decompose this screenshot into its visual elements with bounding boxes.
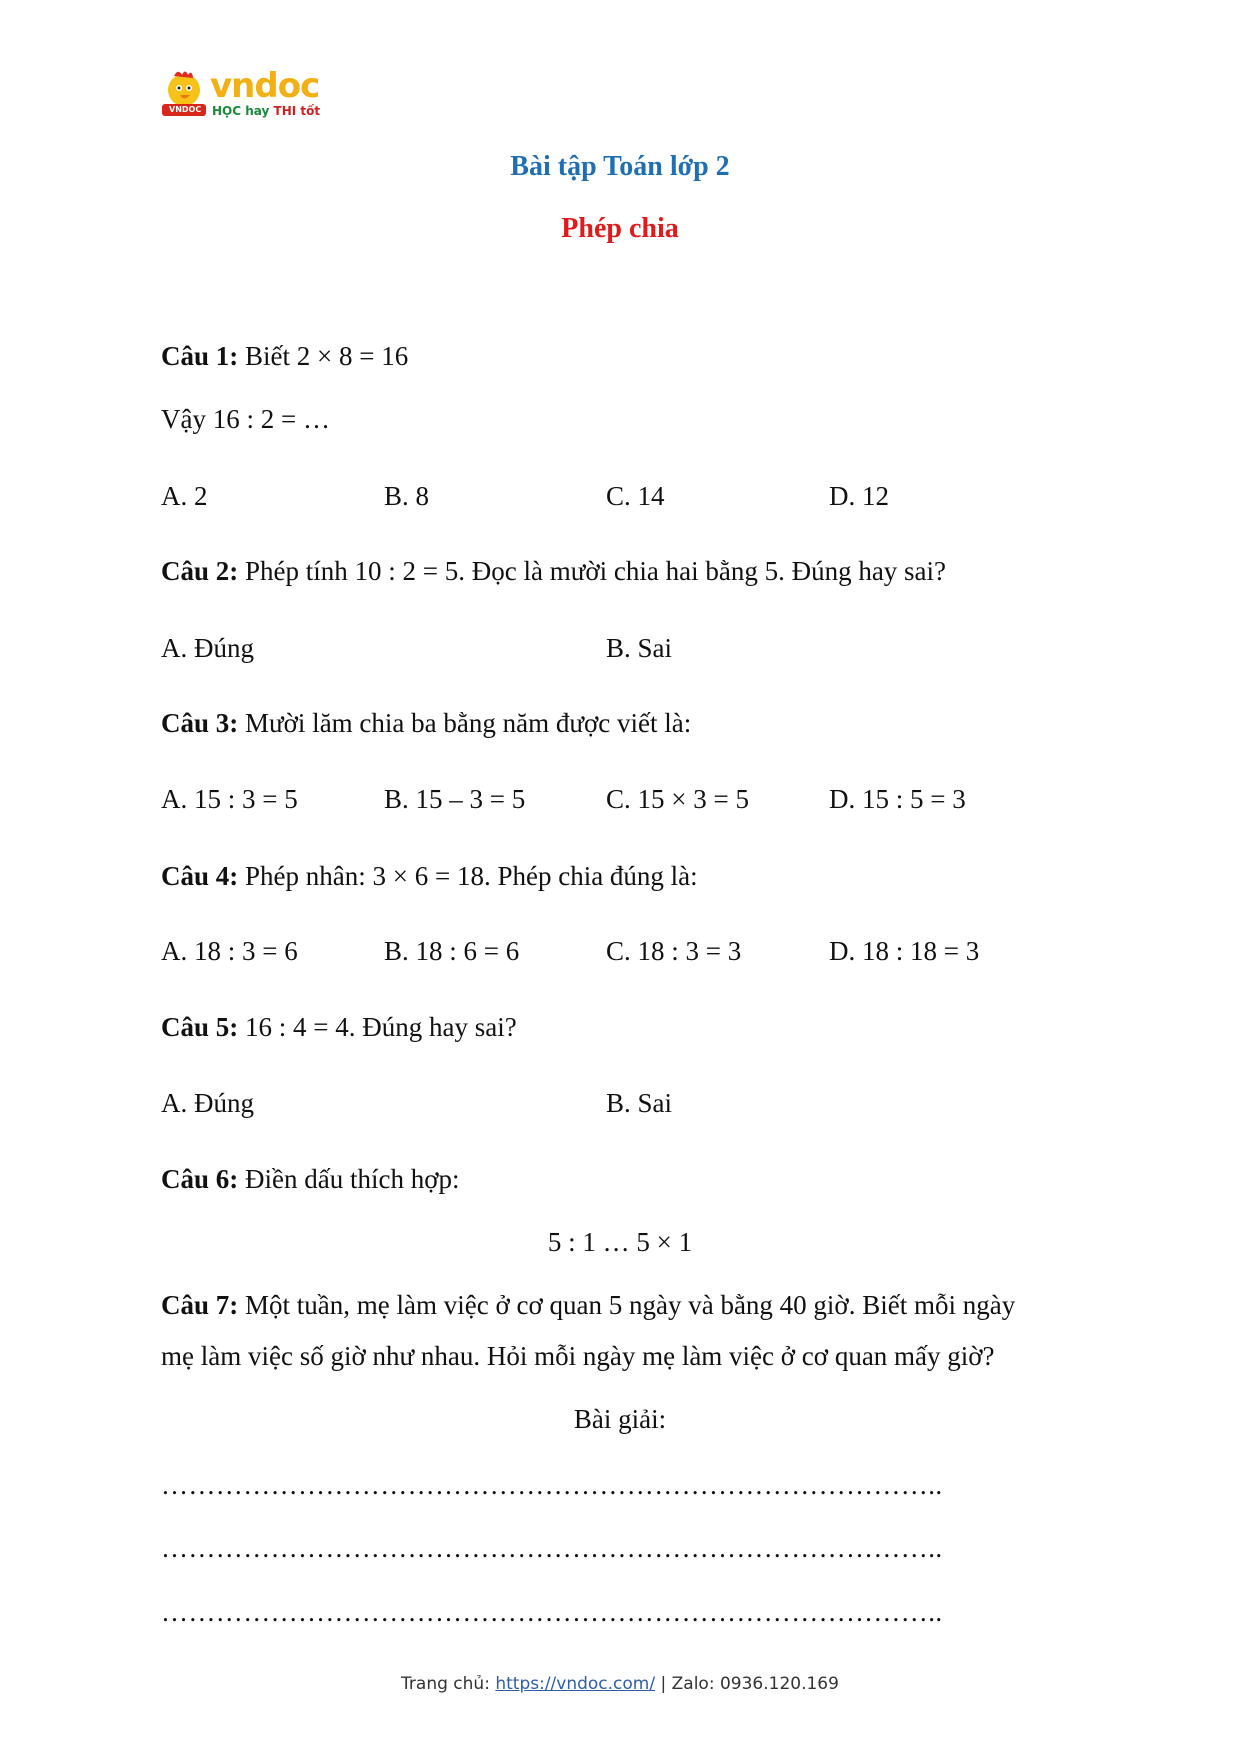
option-d: D. 18 : 18 = 3 [829,936,980,966]
logo-wordmark: vndoc [210,66,320,106]
option-a: A. Đúng [161,1088,254,1118]
option-a: A. 15 : 3 = 5 [161,784,298,814]
option-c: C. 14 [606,481,665,511]
question-label: Câu 1: [161,341,239,371]
option-b: B. 18 : 6 = 6 [384,936,520,966]
question-6-expression: 5 : 1 … 5 × 1 [547,1227,693,1257]
option-a: A. 18 : 3 = 6 [161,936,298,966]
logo-tagline [212,104,320,118]
question-6 [161,1163,460,1195]
question-label: Câu 3: [161,708,239,738]
option-b: B. Sai [606,633,673,663]
option-b: B. 8 [384,481,430,511]
option-c: C. 18 : 3 = 3 [606,936,742,966]
option-d: D. 15 : 5 = 3 [829,784,966,814]
option-a: A. Đúng [161,633,254,663]
question-text: Một tuần, mẹ làm việc ở cơ quan 5 ngày và bằng 40 giờ. Biết mỗi ngày [238,1290,1016,1320]
question-text: Mười lăm chia ba bằng năm được viết là: [238,708,692,738]
chicken-mascot-icon [160,66,208,124]
question-label: Câu 5: [161,1012,239,1042]
logo-badge-text: VNDOC [169,105,202,114]
page-subtitle: Phép chia [561,213,679,244]
footer-home-label: Trang chủ: [401,1674,496,1694]
logo-tagline-part1: HỌC hay [212,104,270,118]
logo-tagline-part2: THI tốt [273,104,321,118]
question-2 [161,555,946,587]
question-4 [161,860,698,892]
question-text: Phép tính 10 : 2 = 5. Đọc là mười chia hai bằng 5. Đúng hay sai? [238,556,947,586]
question-text: Điền dấu thích hợp: [238,1164,460,1194]
footer-home-link[interactable]: https://vndoc.com/ [495,1674,656,1694]
answer-line[interactable]: ………………………………………………………………………….. [161,1597,943,1627]
question-label: Câu 2: [161,556,239,586]
question-label: Câu 4: [161,861,239,891]
question-5 [161,1011,517,1043]
question-label: Câu 7: [161,1290,239,1320]
question-label: Câu 6: [161,1164,239,1194]
question-text: Biết 2 × 8 = 16 [238,341,409,371]
question-1-extra: Vậy 16 : 2 = … [161,404,330,434]
question-7 [161,1289,1015,1321]
page-title: Bài tập Toán lớp 2 [510,151,730,182]
question-text: Phép nhân: 3 × 6 = 18. Phép chia đúng là: [238,861,698,891]
question-text: 16 : 4 = 4. Đúng hay sai? [238,1012,517,1042]
footer-separator: | [655,1674,672,1694]
option-c: C. 15 × 3 = 5 [606,784,749,814]
option-b: B. Sai [606,1088,673,1118]
option-a: A. 2 [161,481,208,511]
question-1 [161,340,408,372]
vndoc-logo [160,66,320,126]
answer-line[interactable]: ………………………………………………………………………….. [161,1470,943,1500]
answer-line[interactable]: ………………………………………………………………………….. [161,1533,943,1563]
question-3 [161,707,691,739]
footer-zalo: Zalo: 0936.120.169 [671,1674,839,1694]
option-d: D. 12 [829,481,889,511]
option-b: B. 15 – 3 = 5 [384,784,526,814]
question-7-line2: mẹ làm việc số giờ như nhau. Hỏi mỗi ngày mẹ làm việc ở cơ quan mấy giờ? [161,1341,995,1371]
page-footer [0,1672,1240,1696]
solution-label: Bài giải: [573,1404,667,1434]
